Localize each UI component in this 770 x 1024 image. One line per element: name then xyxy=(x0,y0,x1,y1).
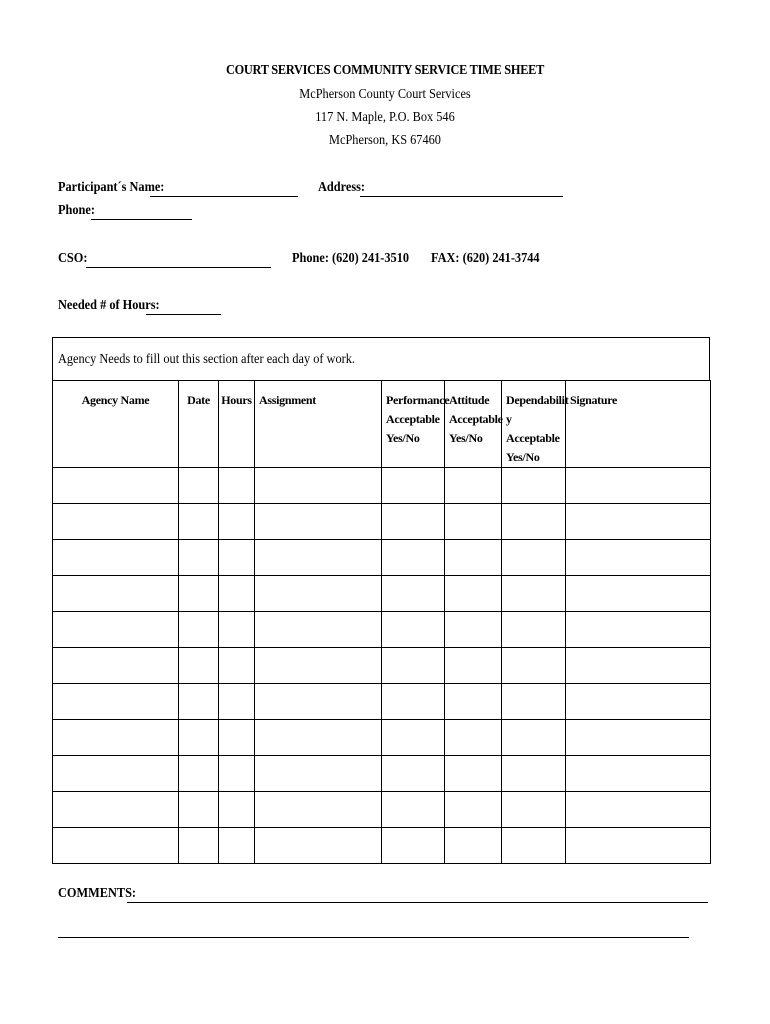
table-cell[interactable] xyxy=(382,540,445,576)
table-row xyxy=(53,720,711,756)
table-cell[interactable] xyxy=(566,612,711,648)
table-row xyxy=(53,828,711,864)
table-cell[interactable] xyxy=(445,648,502,684)
table-cell[interactable] xyxy=(53,828,179,864)
table-cell[interactable] xyxy=(179,576,219,612)
table-cell[interactable] xyxy=(502,504,566,540)
table-row xyxy=(53,540,711,576)
table-row xyxy=(53,792,711,828)
table-cell[interactable] xyxy=(53,468,179,504)
table-row xyxy=(53,648,711,684)
table-cell[interactable] xyxy=(502,576,566,612)
table-cell[interactable] xyxy=(255,576,382,612)
table-cell[interactable] xyxy=(382,792,445,828)
table-cell[interactable] xyxy=(445,540,502,576)
table-cell[interactable] xyxy=(179,612,219,648)
participant-name-label: Participant´s Name: xyxy=(58,180,165,195)
table-cell[interactable] xyxy=(382,828,445,864)
table-row xyxy=(53,612,711,648)
table-cell[interactable] xyxy=(255,720,382,756)
table-cell[interactable] xyxy=(255,612,382,648)
org-address-line2: McPherson, KS 67460 xyxy=(329,133,441,148)
table-cell[interactable] xyxy=(219,468,255,504)
table-cell[interactable] xyxy=(566,648,711,684)
table-cell[interactable] xyxy=(53,576,179,612)
table-cell[interactable] xyxy=(502,648,566,684)
table-cell[interactable] xyxy=(566,756,711,792)
table-cell[interactable] xyxy=(566,792,711,828)
table-cell[interactable] xyxy=(502,540,566,576)
table-cell[interactable] xyxy=(219,648,255,684)
table-cell[interactable] xyxy=(502,612,566,648)
table-cell[interactable] xyxy=(382,576,445,612)
table-cell[interactable] xyxy=(53,540,179,576)
table-cell[interactable] xyxy=(255,756,382,792)
table-cell[interactable] xyxy=(566,504,711,540)
table-cell[interactable] xyxy=(502,720,566,756)
table-cell[interactable] xyxy=(179,540,219,576)
agency-instruction: Agency Needs to fill out this section after each day of work. xyxy=(58,352,355,367)
table-cell[interactable] xyxy=(53,756,179,792)
address-field[interactable] xyxy=(360,180,563,196)
table-cell[interactable] xyxy=(219,756,255,792)
agency-section-header xyxy=(52,337,710,381)
table-cell[interactable] xyxy=(219,792,255,828)
col-signature: Signature xyxy=(566,381,711,468)
table-cell[interactable] xyxy=(445,468,502,504)
table-cell[interactable] xyxy=(219,540,255,576)
table-cell[interactable] xyxy=(219,504,255,540)
org-name: McPherson County Court Services xyxy=(299,87,471,102)
table-row xyxy=(53,576,711,612)
table-cell[interactable] xyxy=(382,720,445,756)
table-cell[interactable] xyxy=(219,828,255,864)
col-attitude: Attitude Acceptable Yes/No xyxy=(445,381,502,468)
table-cell[interactable] xyxy=(566,720,711,756)
table-cell[interactable] xyxy=(219,576,255,612)
table-cell[interactable] xyxy=(255,828,382,864)
participant-name-field[interactable] xyxy=(150,180,298,196)
col-performance: Performance Acceptable Yes/No xyxy=(382,381,445,468)
table-row xyxy=(53,684,711,720)
table-cell[interactable] xyxy=(179,504,219,540)
table-cell[interactable] xyxy=(502,792,566,828)
table-cell[interactable] xyxy=(179,756,219,792)
col-agency-name: Agency Name xyxy=(53,381,179,468)
table-cell[interactable] xyxy=(179,720,219,756)
needed-hours-field[interactable] xyxy=(146,298,221,314)
table-cell[interactable] xyxy=(382,504,445,540)
form-title: COURT SERVICES COMMUNITY SERVICE TIME SHEET xyxy=(225,63,545,78)
table-row xyxy=(53,756,711,792)
table-cell[interactable] xyxy=(219,612,255,648)
table-cell[interactable] xyxy=(445,612,502,648)
table-row xyxy=(53,468,711,504)
comments-field-line1[interactable] xyxy=(127,886,708,902)
col-dependability: Dependabilit y Acceptable Yes/No xyxy=(502,381,566,468)
table-cell[interactable] xyxy=(445,828,502,864)
org-address-line1: 117 N. Maple, P.O. Box 546 xyxy=(315,110,455,125)
table-cell[interactable] xyxy=(502,756,566,792)
table-cell[interactable] xyxy=(53,684,179,720)
table-cell[interactable] xyxy=(445,756,502,792)
table-cell[interactable] xyxy=(382,612,445,648)
table-cell[interactable] xyxy=(445,792,502,828)
table-cell[interactable] xyxy=(255,648,382,684)
table-cell[interactable] xyxy=(382,684,445,720)
table-cell[interactable] xyxy=(445,720,502,756)
table-cell[interactable] xyxy=(53,612,179,648)
table-cell[interactable] xyxy=(53,720,179,756)
col-hours: Hours xyxy=(219,381,255,468)
table-header-row xyxy=(53,381,711,468)
table-cell[interactable] xyxy=(382,756,445,792)
cso-label: CSO: xyxy=(58,251,88,266)
table-cell[interactable] xyxy=(219,720,255,756)
table-cell[interactable] xyxy=(179,648,219,684)
comments-field-line2[interactable] xyxy=(58,921,689,937)
table-cell[interactable] xyxy=(566,540,711,576)
table-cell[interactable] xyxy=(382,468,445,504)
table-cell[interactable] xyxy=(445,576,502,612)
comments-label: COMMENTS: xyxy=(58,886,137,901)
time-sheet-table xyxy=(52,380,711,864)
phone-field[interactable] xyxy=(91,203,192,219)
table-cell[interactable] xyxy=(255,504,382,540)
table-cell[interactable] xyxy=(255,792,382,828)
table-cell[interactable] xyxy=(566,828,711,864)
table-cell[interactable] xyxy=(255,540,382,576)
table-cell[interactable] xyxy=(445,504,502,540)
cso-fax: FAX: (620) 241-3744 xyxy=(431,251,540,266)
table-row xyxy=(53,504,711,540)
col-date: Date xyxy=(179,381,219,468)
table-cell[interactable] xyxy=(219,684,255,720)
table-cell[interactable] xyxy=(53,648,179,684)
table-cell[interactable] xyxy=(179,684,219,720)
table-cell[interactable] xyxy=(502,828,566,864)
table-cell[interactable] xyxy=(382,648,445,684)
table-cell[interactable] xyxy=(566,684,711,720)
col-assignment: Assignment xyxy=(255,381,382,468)
address-label: Address: xyxy=(318,180,366,195)
table-cell[interactable] xyxy=(53,504,179,540)
phone-label: Phone: xyxy=(58,203,95,218)
table-cell[interactable] xyxy=(445,684,502,720)
table-cell[interactable] xyxy=(53,792,179,828)
table-cell[interactable] xyxy=(502,468,566,504)
table-cell[interactable] xyxy=(255,468,382,504)
table-cell[interactable] xyxy=(255,684,382,720)
table-cell[interactable] xyxy=(566,576,711,612)
needed-hours-label: Needed # of Hours: xyxy=(58,298,160,313)
table-cell[interactable] xyxy=(179,468,219,504)
cso-phone: Phone: (620) 241-3510 xyxy=(292,251,410,266)
table-cell[interactable] xyxy=(502,684,566,720)
table-cell[interactable] xyxy=(179,792,219,828)
table-cell[interactable] xyxy=(566,468,711,504)
cso-field[interactable] xyxy=(86,251,271,267)
table-cell[interactable] xyxy=(179,828,219,864)
